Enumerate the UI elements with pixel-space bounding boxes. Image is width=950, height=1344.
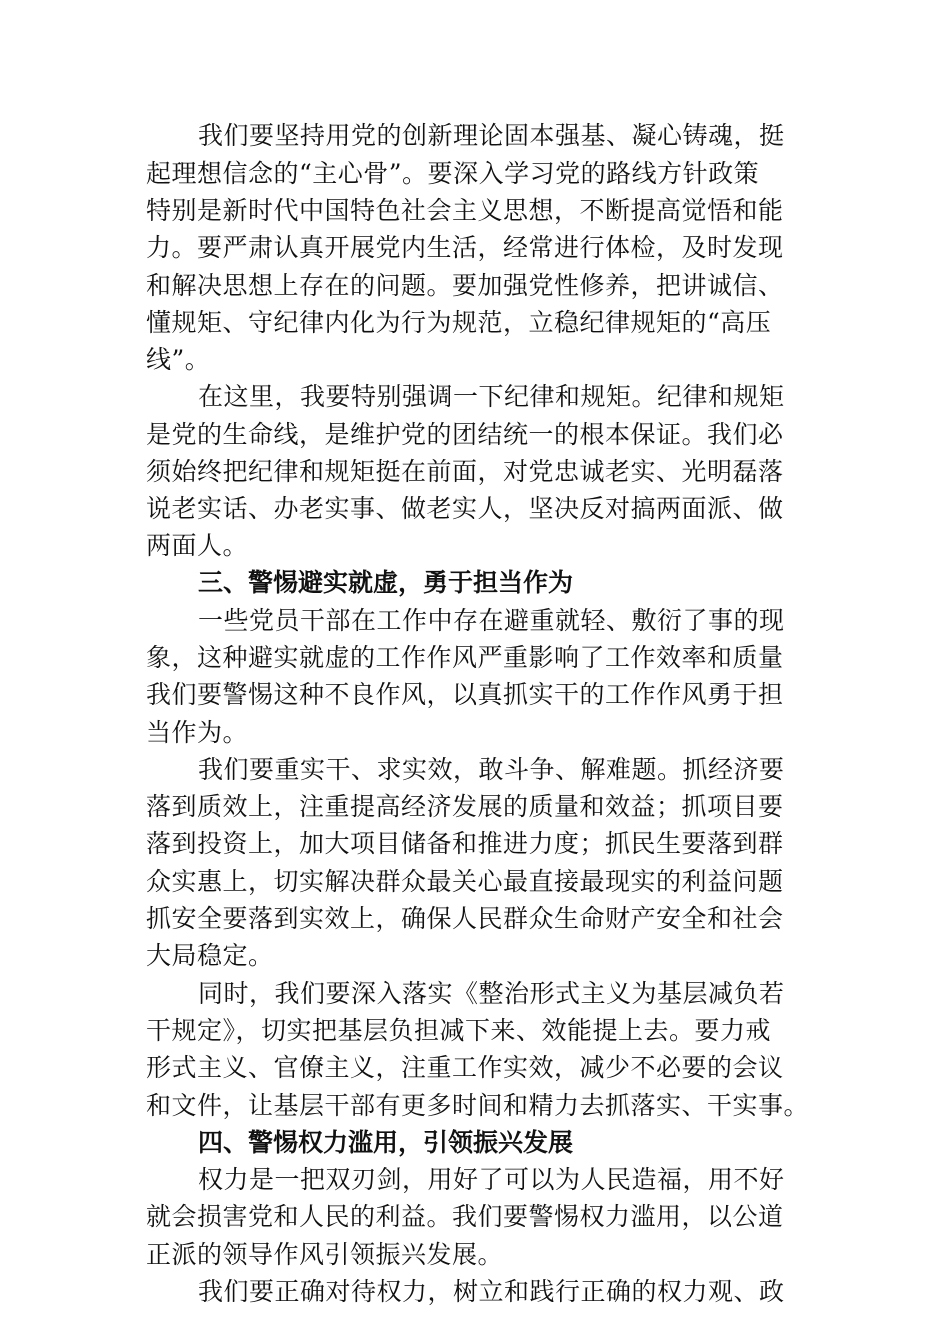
paragraph-line: 落到投资上，加大项目储备和推进力度；抓民生要落到群 bbox=[146, 829, 784, 858]
paragraph-line: 是党的生命线，是维护党的团结统一的根本保证。我们必 bbox=[146, 420, 784, 449]
paragraph-line: 说老实话、办老实事、做老实人，坚决反对搞两面派、做 bbox=[146, 494, 784, 523]
paragraph-line: 就会损害党和人民的利益。我们要警惕权力滥用，以公道 bbox=[146, 1202, 784, 1231]
paragraph-line: 须始终把纪律和规矩挺在前面，对党忠诚老实、光明磊落 bbox=[146, 457, 784, 486]
paragraph-line: 和解决思想上存在的问题。要加强党性修养，把讲诚信、 bbox=[146, 271, 784, 300]
paragraph-line: 我们要坚持用党的创新理论固本强基、凝心铸魂，挺 bbox=[198, 121, 785, 150]
paragraph-line: 同时，我们要深入落实《整治形式主义为基层减负若 bbox=[198, 979, 785, 1008]
paragraph-line: 力。要严肃认真开展党内生活，经常进行体检，及时发现 bbox=[146, 233, 784, 262]
paragraph-line: 抓安全要落到实效上，确保人民群众生命财产安全和社会 bbox=[146, 904, 784, 933]
paragraph-line: 众实惠上，切实解决群众最关心最直接最现实的利益问题 bbox=[146, 867, 784, 896]
paragraph-line: 特别是新时代中国特色社会主义思想，不断提高觉悟和能 bbox=[146, 196, 784, 225]
paragraph-line: 干规定》，切实把基层负担减下来、效能提上去。要力戒 bbox=[146, 1016, 772, 1045]
paragraph-line: 落到质效上，注重提高经济发展的质量和效益；抓项目要 bbox=[146, 792, 784, 821]
paragraph-line: 懂规矩、守纪律内化为行为规范，立稳纪律规矩的“高压 bbox=[146, 308, 772, 337]
paragraph-line: 和文件，让基层干部有更多时间和精力去抓落实、干实事。 bbox=[146, 1091, 810, 1120]
paragraph-line: 在这里，我要特别强调一下纪律和规矩。纪律和规矩 bbox=[198, 382, 785, 411]
paragraph-line: 我们要重实干、求实效，敢斗争、解难题。抓经济要 bbox=[198, 755, 785, 784]
paragraph-line: 正派的领导作风引领振兴发展。 bbox=[146, 1240, 504, 1269]
paragraph-line: 起理想信念的“主心骨”。要深入学习党的路线方针政策 bbox=[146, 159, 760, 188]
paragraph-line: 两面人。 bbox=[146, 531, 249, 560]
section-heading: 三、警惕避实就虚，勇于担当作为 bbox=[198, 568, 574, 597]
paragraph-line: 当作为。 bbox=[146, 718, 249, 747]
paragraph-line: 一些党员干部在工作中存在避重就轻、敷衍了事的现 bbox=[198, 606, 785, 635]
paragraph-line: 线”。 bbox=[146, 345, 211, 374]
paragraph-line: 我们要正确对待权力，树立和践行正确的权力观、政 bbox=[198, 1277, 785, 1306]
section-heading: 四、警惕权力滥用，引领振兴发展 bbox=[198, 1128, 574, 1157]
paragraph-line: 象，这种避实就虚的工作作风严重影响了工作效率和质量 bbox=[146, 643, 784, 672]
paragraph-line: 权力是一把双刃剑，用好了可以为人民造福，用不好 bbox=[198, 1165, 785, 1194]
paragraph-line: 我们要警惕这种不良作风，以真抓实干的工作作风勇于担 bbox=[146, 680, 784, 709]
paragraph-line: 形式主义、官僚主义，注重工作实效，减少不必要的会议 bbox=[146, 1053, 784, 1082]
paragraph-line: 大局稳定。 bbox=[146, 941, 274, 970]
